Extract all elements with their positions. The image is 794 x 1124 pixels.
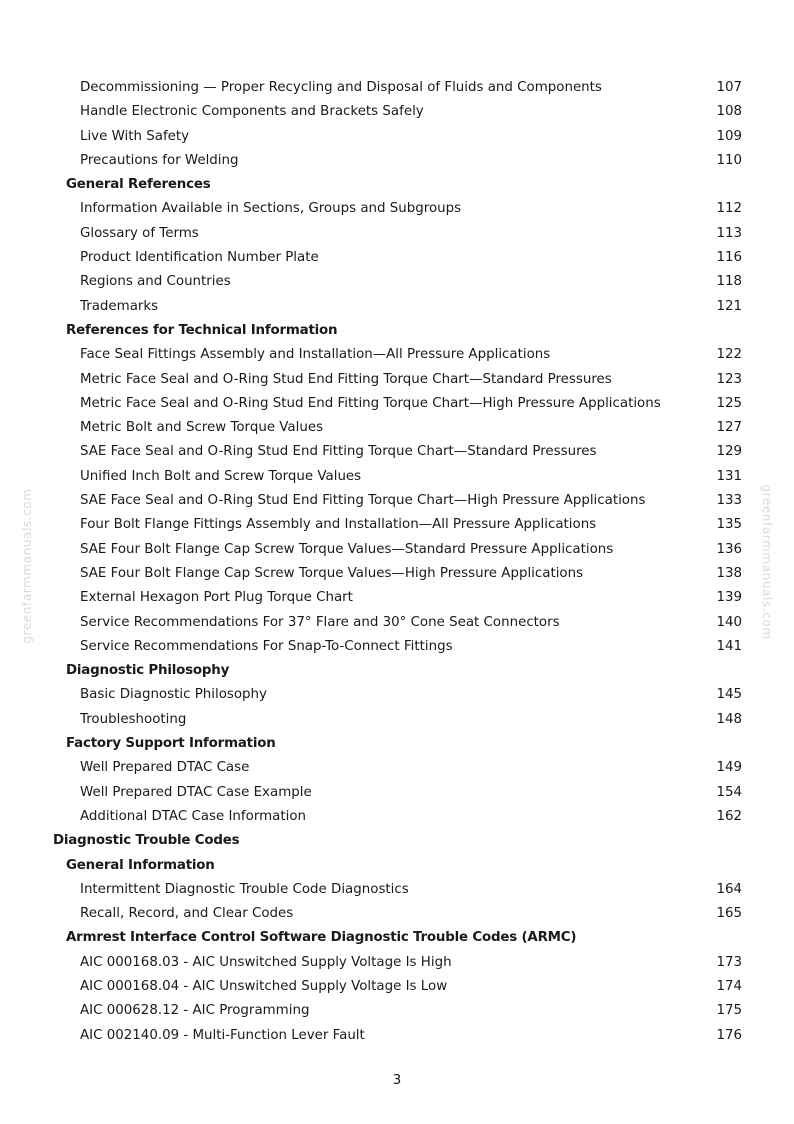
toc-entry-page: 138	[716, 565, 742, 581]
toc-entry-title: Metric Face Seal and O-Ring Stud End Fitting Torque Chart—High Pressure Applications	[80, 395, 661, 411]
toc-entry[interactable]	[0, 878, 794, 902]
toc-entry-title: Handle Electronic Components and Brackets Safely	[80, 104, 424, 120]
toc-entry-page: 109	[716, 128, 742, 144]
toc-heading	[0, 926, 794, 950]
toc-entry[interactable]	[0, 125, 794, 149]
toc-entry[interactable]	[0, 295, 794, 319]
toc-entry-title: AIC 000168.04 - AIC Unswitched Supply Voltage Is Low	[80, 978, 448, 994]
toc-entry-title: Regions and Countries	[80, 274, 231, 290]
toc-heading	[0, 319, 794, 343]
toc-entry-title: Additional DTAC Case Information	[80, 808, 306, 824]
toc-entry[interactable]	[0, 246, 794, 270]
toc-entry-title: External Hexagon Port Plug Torque Chart	[80, 590, 353, 606]
toc-entry[interactable]	[0, 1024, 794, 1048]
toc-entry-title: Troubleshooting	[80, 711, 187, 727]
toc-entry-title: Metric Bolt and Screw Torque Values	[80, 420, 324, 436]
toc-entry[interactable]	[0, 562, 794, 586]
toc-entry-page: 136	[716, 541, 742, 557]
toc-entry-page: 127	[716, 420, 742, 436]
toc-entry[interactable]	[0, 76, 794, 100]
toc-heading	[0, 173, 794, 197]
toc-entry-page: 145	[716, 687, 742, 703]
toc-entry-page: 148	[716, 711, 742, 727]
toc-entry-title: SAE Face Seal and O-Ring Stud End Fitting Torque Chart—Standard Pressures	[80, 444, 597, 460]
toc-entry-title: Basic Diagnostic Philosophy	[80, 687, 267, 703]
toc-entry-title: Face Seal Fittings Assembly and Installation—All Pressure Applications	[80, 347, 551, 363]
toc-entry-title: Factory Support Information	[66, 736, 276, 752]
toc-entry-title: General Information	[66, 857, 215, 873]
toc-entry[interactable]	[0, 708, 794, 732]
toc-entry[interactable]	[0, 683, 794, 707]
toc-entry-title: Service Recommendations For Snap-To-Connect Fittings	[80, 638, 453, 654]
toc-heading	[0, 732, 794, 756]
toc-entry-page: 108	[716, 104, 742, 120]
toc-entry-title: Unified Inch Bolt and Screw Torque Values	[80, 468, 362, 484]
toc-heading	[0, 854, 794, 878]
toc-entry-title: Well Prepared DTAC Case Example	[80, 784, 312, 800]
toc-entry-page: 116	[716, 250, 742, 266]
watermark-right: greenfarmmanuals.com	[760, 484, 774, 640]
toc-entry-page: 173	[716, 954, 742, 970]
toc-entry-page: 174	[716, 978, 742, 994]
toc-entry[interactable]	[0, 611, 794, 635]
toc-entry[interactable]	[0, 465, 794, 489]
toc-heading	[0, 659, 794, 683]
toc-entry-title: SAE Four Bolt Flange Cap Screw Torque Values—High Pressure Applications	[80, 565, 584, 581]
toc-entry[interactable]	[0, 513, 794, 537]
toc-entry-title: Product Identification Number Plate	[80, 250, 319, 266]
toc-entry-page: 140	[716, 614, 742, 630]
toc-entry-page: 110	[716, 152, 742, 168]
toc-entry-title: SAE Face Seal and O-Ring Stud End Fitting Torque Chart—High Pressure Applications	[80, 493, 646, 509]
toc-entry[interactable]	[0, 149, 794, 173]
toc-entry-page: 154	[716, 784, 742, 800]
toc-entry-title: AIC 000628.12 - AIC Programming	[80, 1003, 310, 1019]
toc-entry-page: 139	[716, 590, 742, 606]
toc-entry-page: 135	[716, 517, 742, 533]
toc-entry[interactable]	[0, 951, 794, 975]
toc-entry[interactable]	[0, 343, 794, 367]
toc-entry-title: SAE Four Bolt Flange Cap Screw Torque Values—Standard Pressure Applications	[80, 541, 614, 557]
toc-entry-page: 118	[716, 274, 742, 290]
toc-entry-page: 131	[716, 468, 742, 484]
toc-entry-title: Decommissioning — Proper Recycling and Disposal of Fluids and Components	[80, 80, 602, 95]
toc-entry[interactable]	[0, 756, 794, 780]
toc-entry[interactable]	[0, 975, 794, 999]
toc-entry[interactable]	[0, 392, 794, 416]
toc-entry[interactable]	[0, 270, 794, 294]
toc-entry-title: Glossary of Terms	[80, 225, 199, 241]
toc-heading	[0, 829, 794, 853]
page-number: 3	[392, 1073, 402, 1088]
toc-entry-page: 162	[716, 808, 742, 824]
toc-entry-title: Recall, Record, and Clear Codes	[80, 906, 294, 922]
toc-entry[interactable]	[0, 586, 794, 610]
toc-entry-title: Intermittent Diagnostic Trouble Code Diagnostics	[80, 881, 409, 897]
toc-entry-title: Information Available in Sections, Groups and Subgroups	[80, 201, 462, 217]
toc-entry[interactable]	[0, 222, 794, 246]
toc-entry-title: Trademarks	[80, 298, 159, 314]
toc-entry-title: AIC 002140.09 - Multi-Function Lever Fault	[80, 1027, 365, 1043]
toc-entry[interactable]	[0, 368, 794, 392]
toc-entry-page: 164	[716, 881, 742, 897]
toc-entry-page: 133	[716, 493, 742, 509]
toc-entry-page: 141	[716, 638, 742, 654]
toc-entry[interactable]	[0, 440, 794, 464]
toc-entry-title: Live With Safety	[80, 128, 190, 144]
toc-entry-page: 165	[716, 906, 742, 922]
toc-entry-page: 125	[716, 395, 742, 411]
toc-entry-page: 112	[716, 201, 742, 217]
toc-entry-title: General References	[66, 177, 211, 193]
toc-entry-title: Metric Face Seal and O-Ring Stud End Fitting Torque Chart—Standard Pressures	[80, 371, 612, 387]
toc-entry-page: 129	[716, 444, 742, 460]
toc-entry-title: AIC 000168.03 - AIC Unswitched Supply Voltage Is High	[80, 954, 452, 970]
toc-entry-title: References for Technical Information	[66, 322, 338, 338]
toc-entry-title: Diagnostic Trouble Codes	[53, 833, 240, 849]
toc-entry[interactable]	[0, 100, 794, 124]
toc-entry-title: Armrest Interface Control Software Diagnostic Trouble Codes (ARMC)	[66, 930, 577, 946]
toc-entry[interactable]	[0, 902, 794, 926]
toc-entry-page: 121	[716, 298, 742, 314]
toc-entry[interactable]	[0, 538, 794, 562]
toc-entry[interactable]	[0, 635, 794, 659]
toc-entry-page: 176	[716, 1027, 742, 1043]
toc-entry-title: Four Bolt Flange Fittings Assembly and Installation—All Pressure Applications	[80, 517, 597, 533]
toc-entry-title: Diagnostic Philosophy	[66, 663, 230, 679]
toc-entry-page: 123	[716, 371, 742, 387]
toc-entry[interactable]	[0, 489, 794, 513]
toc-entry-page: 149	[716, 760, 742, 776]
toc-entry[interactable]	[0, 781, 794, 805]
toc-entry-page: 175	[716, 1003, 742, 1019]
toc-entry[interactable]	[0, 416, 794, 440]
toc-entry-title: Service Recommendations For 37° Flare and 30° Cone Seat Connectors	[80, 614, 560, 630]
watermark-left: greenfarmmanuals.com	[20, 488, 34, 644]
toc-entry-page: 122	[716, 347, 742, 363]
toc-entry-title: Well Prepared DTAC Case	[80, 760, 250, 776]
toc-entry-title: Precautions for Welding	[80, 152, 239, 168]
toc-entry[interactable]	[0, 999, 794, 1023]
toc-entry[interactable]	[0, 805, 794, 829]
toc-entry-page: 113	[716, 225, 742, 241]
toc-entry-page: 107	[716, 80, 742, 95]
toc-entry[interactable]	[0, 197, 794, 221]
table-of-contents	[0, 76, 794, 1048]
